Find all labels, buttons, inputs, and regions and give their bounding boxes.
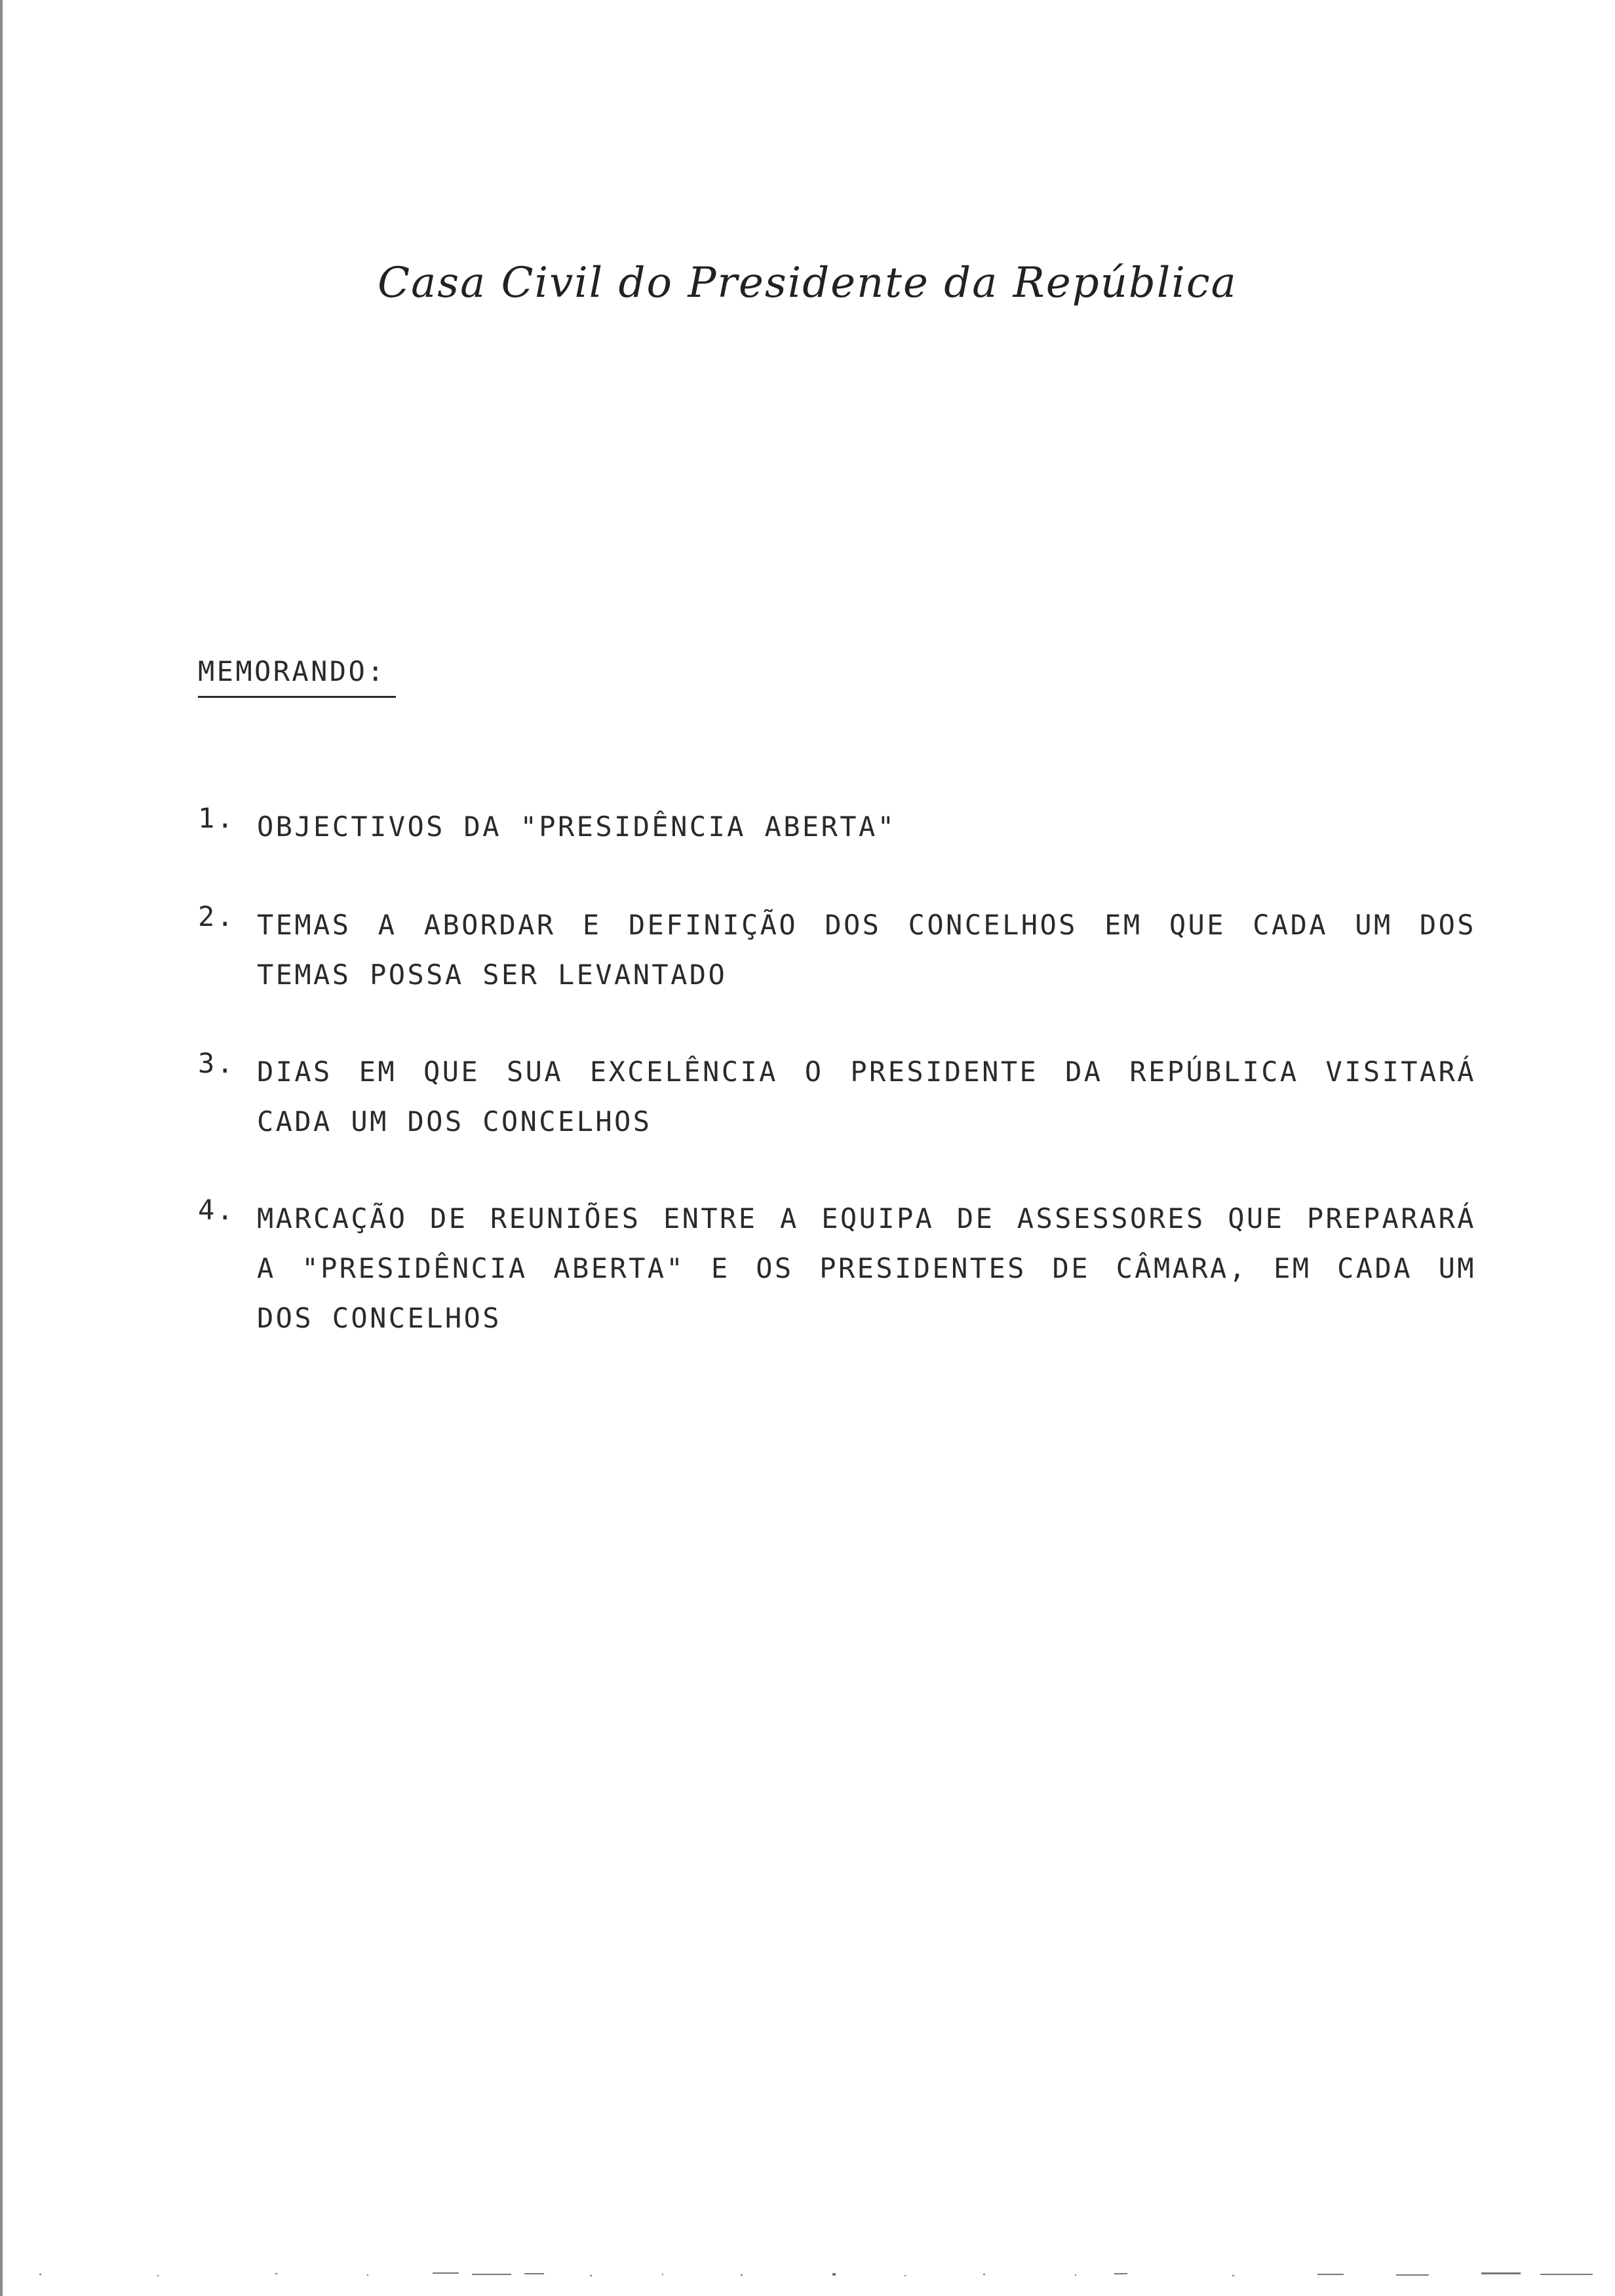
heading-underline: [198, 696, 396, 698]
scan-left-edge: [0, 0, 3, 2296]
list-item-text: TEMAS A ABORDAR E DEFINIÇÃO DOS CONCELHOS EM QUE CADA UM DOS TEMAS POSSA SER LEVANTADO: [257, 909, 1476, 991]
list-item-text: MARCAÇÃO DE REUNIÕES ENTRE A EQUIPA DE ASSESSORES QUE PREPARARÁ A "PRESIDÊNCIA ABERTA" E OS PRESIDENTES DE CÂMARA, EM CADA UM DOS CONCELHOS: [257, 1202, 1476, 1334]
memo-heading: MEMORANDO:: [198, 655, 386, 687]
list-item-number: 2.: [198, 900, 236, 932]
list-item-number: 4.: [198, 1194, 236, 1226]
list-item-number: 3.: [198, 1047, 236, 1079]
list-item-number: 1.: [198, 802, 236, 834]
scan-noise: [0, 2267, 1615, 2287]
list-item-text: DIAS EM QUE SUA EXCELÊNCIA O PRESIDENTE DA REPÚBLICA VISITARÁ CADA UM DOS CONCELHOS: [257, 1056, 1476, 1138]
letterhead: Casa Civil do Presidente da República: [378, 259, 1237, 307]
list-item-text: OBJECTIVOS DA "PRESIDÊNCIA ABERTA": [257, 811, 897, 843]
